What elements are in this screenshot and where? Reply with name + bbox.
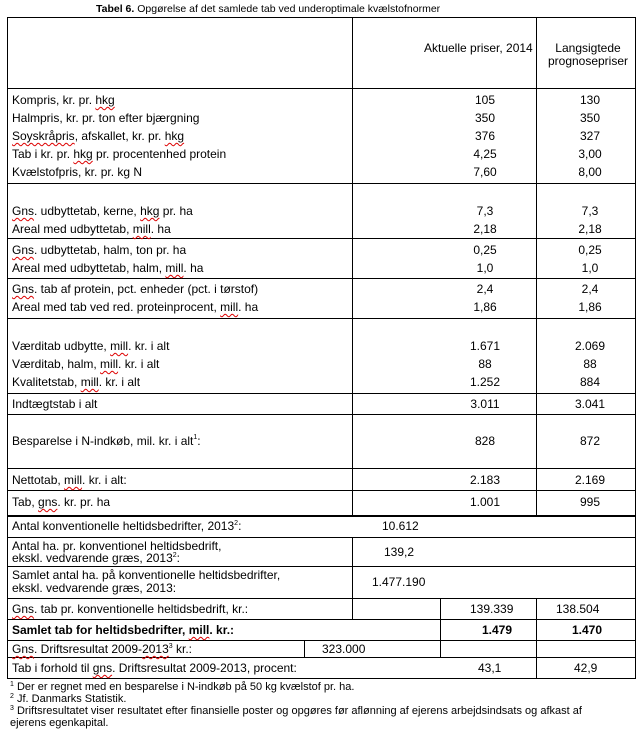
- row-divider: [7, 640, 636, 641]
- row-label: Areal med udbyttetab, halm, mill. ha: [12, 261, 204, 275]
- lower-row-label: ekskl. vedvarende græs, 2013$^2$:: [12, 551, 181, 565]
- row-divider: [7, 238, 636, 239]
- lower-row-value: 42,9: [574, 661, 598, 675]
- lower-row-label: ekskl. vedvarende græs, 2013:: [12, 581, 177, 595]
- lower-row-value: 138.504: [556, 602, 600, 616]
- row-divider: [7, 657, 636, 658]
- cell-value: 0,25: [473, 243, 497, 257]
- row-divider: [7, 393, 636, 394]
- cell-value: 995: [579, 495, 601, 509]
- col-divider: [440, 598, 441, 657]
- row-divider: [7, 566, 636, 567]
- row-label: Gns. udbyttetab, halm, ton pr. ha: [12, 243, 187, 257]
- cell-value: 1.671: [469, 339, 501, 353]
- cell-value: 1,86: [578, 300, 602, 314]
- cell-value: 7,3: [581, 204, 599, 218]
- lower-row-value: 43,1: [478, 661, 502, 675]
- cell-value: 884: [579, 375, 601, 389]
- lower-row-value: 139.339: [470, 602, 514, 616]
- lower-row-label: Antal konventionelle heltidsbedrifter, 2013$^2$:: [12, 519, 242, 533]
- footnote: $^2$ Jf. Danmarks Statistik.: [10, 693, 127, 705]
- cell-value: 2.169: [574, 473, 606, 487]
- cell-value: 88: [583, 357, 597, 371]
- cell-value: 872: [579, 434, 601, 448]
- row-label: Areal med tab ved red. proteinprocent, mill. ha: [12, 300, 259, 314]
- cell-value: 1,0: [581, 261, 599, 275]
- row-divider: [7, 278, 636, 279]
- cell-value: 828: [474, 434, 496, 448]
- lower-row-value: 323.000: [322, 642, 366, 656]
- cell-value: 4,25: [473, 147, 497, 161]
- row-divider: [7, 88, 636, 89]
- row-divider: [7, 537, 636, 538]
- cell-value: 1.001: [469, 495, 501, 509]
- cell-value: 7,3: [476, 204, 494, 218]
- lower-row-value: 1.470: [572, 623, 603, 637]
- cell-value: 7,60: [473, 165, 497, 179]
- cell-value: 0,25: [578, 243, 602, 257]
- row-label: Gns. tab af protein, pct. enheder (pct. i tørstof): [12, 282, 259, 296]
- cell-value: 3,00: [578, 147, 602, 161]
- cell-value: 350: [579, 111, 601, 125]
- cell-value: 130: [579, 93, 601, 107]
- table-title: Tabel 6. Opgørelse af det samlede tab ved underoptimale kvælstofnormer: [96, 3, 441, 15]
- cell-value: 1.252: [469, 375, 501, 389]
- lower-row-label: Gns. tab pr. konventionelle heltidsbedrift, kr.:: [12, 602, 249, 616]
- col-divider: [536, 598, 537, 679]
- cell-value: 2,4: [581, 282, 599, 296]
- row-divider: [7, 619, 636, 620]
- cell-value: 3.041: [574, 397, 606, 411]
- lower-row-label: Antal ha. pr. konventionel heltidsbedrift,: [12, 539, 222, 553]
- lower-row-value: 10.612: [382, 519, 419, 533]
- row-divider: [7, 414, 636, 415]
- cell-value: 376: [474, 129, 496, 143]
- row-divider: [7, 183, 636, 184]
- row-label: Halmpris, kr. pr. ton efter bjærgning: [12, 111, 200, 125]
- cell-value: 350: [474, 111, 496, 125]
- cell-value: 3.011: [470, 397, 500, 411]
- row-label: Kompris, kr. pr. hkg: [12, 93, 115, 107]
- row-divider: [7, 598, 636, 599]
- cell-value: 8,00: [578, 165, 602, 179]
- row-divider: [7, 468, 636, 469]
- row-label: Tab, gns. kr. pr. ha: [12, 495, 111, 509]
- col-divider-1: [352, 17, 353, 517]
- header-longterm-prices: Langsigtede prognosepriser: [547, 41, 629, 68]
- cell-value: 1,86: [473, 300, 497, 314]
- row-label: Indtægtstab i alt: [12, 397, 98, 411]
- lower-row-label: Tab i forhold til gns. Driftsresultat 2009-2013, procent:: [12, 661, 297, 675]
- row-label: Soyskråpris, afskallet, kr. pr. hkg: [12, 129, 185, 143]
- row-label: Kvælstofpris, kr. pr. kg N: [12, 165, 143, 179]
- cell-value: 1,0: [476, 261, 494, 275]
- row-label: Tab i kr. pr. hkg pr. procentenhed protein: [12, 147, 227, 161]
- row-label: Besparelse i N-indkøb, mil. kr. i alt$^1$:: [12, 434, 201, 448]
- cell-value: 2,4: [476, 282, 494, 296]
- cell-value: 2,18: [473, 222, 497, 236]
- col-divider: [304, 640, 305, 657]
- lower-row-label: Samlet tab for heltidsbedrifter, mill. kr.:: [12, 623, 235, 637]
- row-divider: [7, 490, 636, 491]
- cell-value: 105: [474, 93, 496, 107]
- row-label: Gns. udbyttetab, kerne, hkg pr. ha: [12, 204, 193, 218]
- row-label: Nettotab, mill. kr. i alt:: [12, 473, 127, 487]
- row-divider: [7, 318, 636, 319]
- footnote: $^3$ Driftsresultatet viser resultatet efter finansielle poster og opgøres før aflønning af ejerens arbejdsindsats og afkast af: [10, 705, 582, 717]
- cell-value: 2.183: [469, 473, 501, 487]
- cell-value: 2,18: [578, 222, 602, 236]
- row-label: Areal med udbyttetab, mill. ha: [12, 222, 171, 236]
- col-divider: [352, 537, 353, 619]
- lower-row-label: Samlet antal ha. på konventionelle heltidsbedrifter,: [12, 568, 281, 582]
- cell-value: 88: [478, 357, 492, 371]
- lower-row-value: 1.479: [482, 623, 513, 637]
- lower-row-label: Gns. Driftsresultat 2009-2013$^3$ kr.:: [12, 642, 193, 656]
- cell-value: 2.069: [574, 339, 606, 353]
- header-current-prices: Aktuelle priser, 2014: [424, 41, 533, 55]
- lower-row-value: 139,2: [384, 545, 415, 559]
- cell-value: 327: [579, 129, 601, 143]
- row-label: Kvalitetstab, mill. kr. i alt: [12, 375, 141, 389]
- footnote: ejerens egenkapital.: [10, 717, 109, 729]
- col-divider-2: [536, 17, 537, 517]
- row-label: Værditab, halm, mill. kr. i alt: [12, 357, 160, 371]
- lower-row-value: 1.477.190: [372, 575, 426, 589]
- footnote: $^1$ Der er regnet med en besparelse i N-indkøb på 50 kg kvælstof pr. ha.: [10, 681, 355, 693]
- row-label: Værditab udbytte, mill. kr. i alt: [12, 339, 170, 353]
